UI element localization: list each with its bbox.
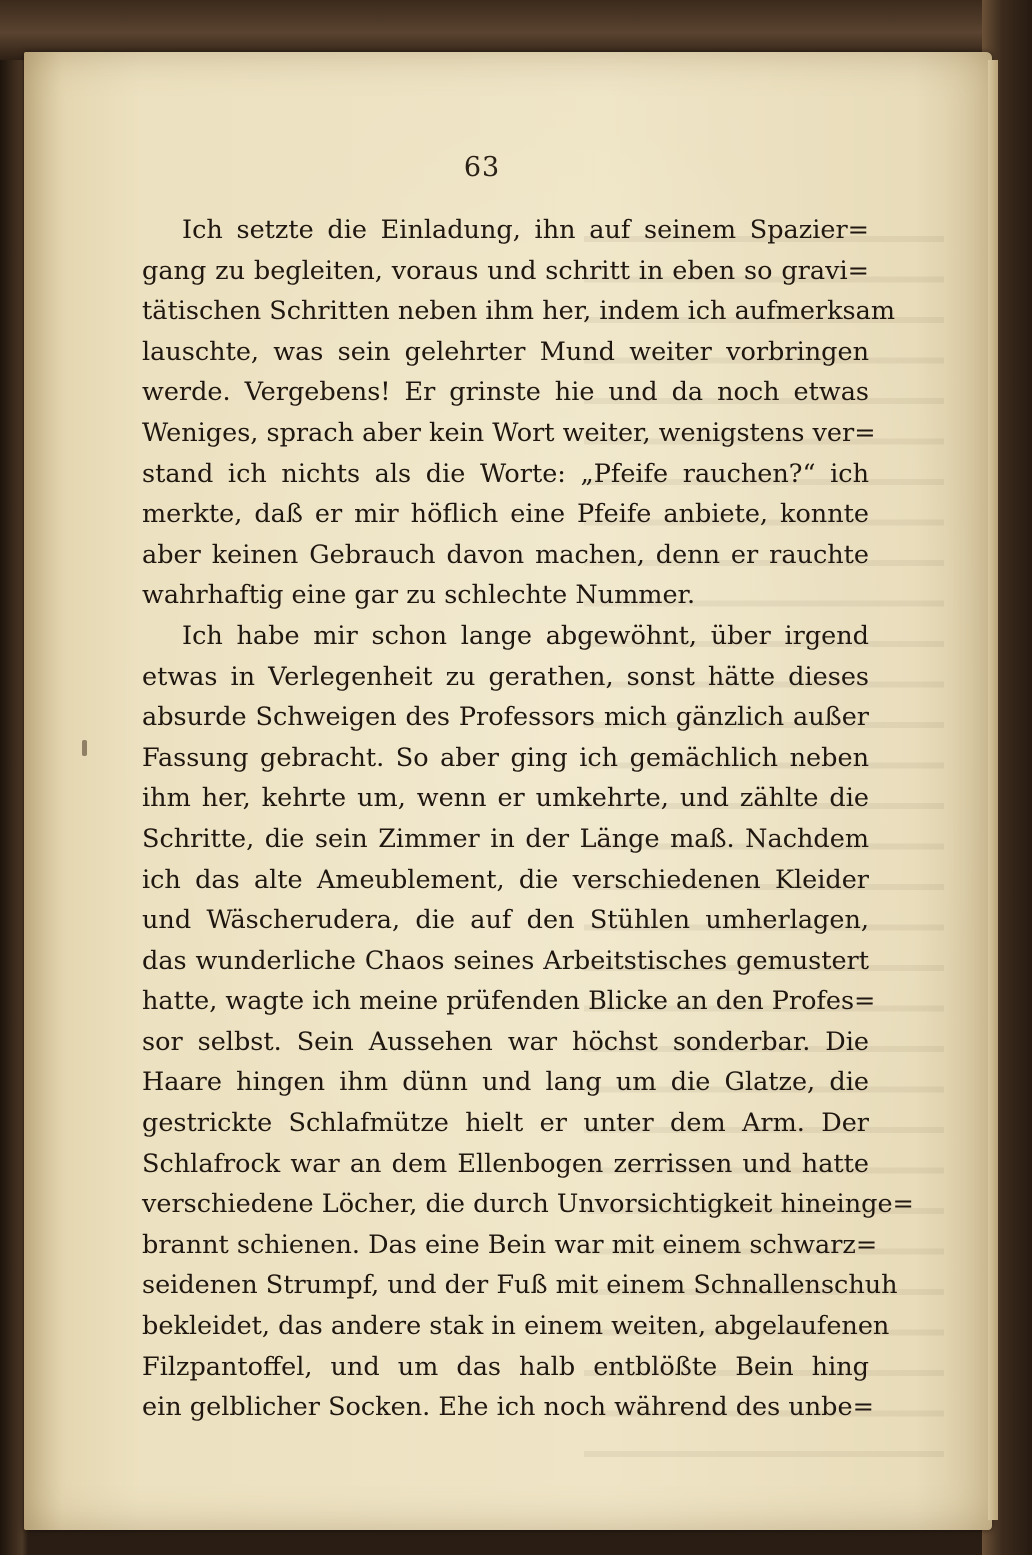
text-line: Filzpantoffel, und um das halb entblößte Bein hing — [142, 1351, 869, 1382]
book-cover-top-edge — [0, 0, 1032, 60]
text-line: gestrickte Schlafmütze hielt er unter dem Arm. Der — [142, 1108, 869, 1139]
text-line: Weniges, sprach aber kein Wort weiter, wenigstens ver= — [142, 417, 876, 448]
text-line: verschiedene Löcher, die durch Unvorsichtigkeit hineinge= — [142, 1189, 914, 1220]
text-line: Ich setzte die Einladung, ihn auf seinem Spazier= — [182, 215, 869, 245]
text-line: Fassung gebracht. So aber ging ich gemächlich neben — [142, 742, 869, 773]
body-text — [142, 210, 914, 1428]
text-line: ich das alte Ameublement, die verschiedenen Kleider — [142, 864, 869, 895]
text-line: stand ich nichts als die Worte: „Pfeife rauchen?“ ich — [142, 458, 869, 489]
text-line: Schritte, die sein Zimmer in der Länge maß. Nachdem — [142, 823, 869, 854]
margin-mark — [82, 740, 87, 756]
text-line: aber keinen Gebrauch davon machen, denn er rauchte — [142, 539, 869, 570]
text-line: gang zu begleiten, voraus und schritt in eben so gravi= — [142, 255, 869, 286]
text-line: tätischen Schritten neben ihm her, indem ich aufmerksam — [142, 296, 896, 327]
text-line: werde. Vergebens! Er grinste hie und da noch etwas — [142, 377, 869, 408]
text-line: sor selbst. Sein Aussehen war höchst sonderbar. Die — [142, 1026, 869, 1057]
text-line: bekleidet, das andere stak in einem weiten, abgelaufenen — [142, 1311, 890, 1342]
text-line: und Wäscherudera, die auf den Stühlen umherlagen, — [142, 905, 869, 936]
text-line: absurde Schweigen des Professors mich gänzlich außer — [142, 702, 869, 733]
text-line: ihm her, kehrte um, wenn er umkehrte, und zählte die — [142, 783, 869, 814]
text-line: wahrhaftig eine gar zu schlechte Nummer. — [142, 580, 696, 611]
page-number: 63 — [463, 152, 501, 183]
text-line: merkte, daß er mir höflich eine Pfeife anbiete, konnte — [142, 499, 869, 530]
text-line: das wunderliche Chaos seines Arbeitstisches gemustert — [142, 945, 869, 976]
text-line: Ich habe mir schon lange abgewöhnt, über irgend — [182, 620, 869, 651]
text-line: hatte, wagte ich meine prüfenden Blicke an den Profes= — [142, 986, 876, 1017]
text-line: ein gelblicher Socken. Ehe ich noch während des unbe= — [142, 1392, 874, 1423]
text-line: etwas in Verlegenheit zu gerathen, sonst hätte dieses — [142, 661, 869, 692]
paper-page — [24, 52, 992, 1530]
text-line: brannt schienen. Das eine Bein war mit einem schwarz= — [142, 1229, 878, 1260]
text-line: seidenen Strumpf, und der Fuß mit einem Schnallenschuh — [142, 1270, 898, 1301]
page-stack-edge — [988, 60, 998, 1520]
text-line: Schlafrock war an dem Ellenbogen zerrissen und hatte — [142, 1148, 869, 1179]
text-line: Haare hingen ihm dünn und lang um die Glatze, die — [142, 1067, 869, 1098]
text-line: lauschte, was sein gelehrter Mund weiter vorbringen — [142, 336, 869, 367]
